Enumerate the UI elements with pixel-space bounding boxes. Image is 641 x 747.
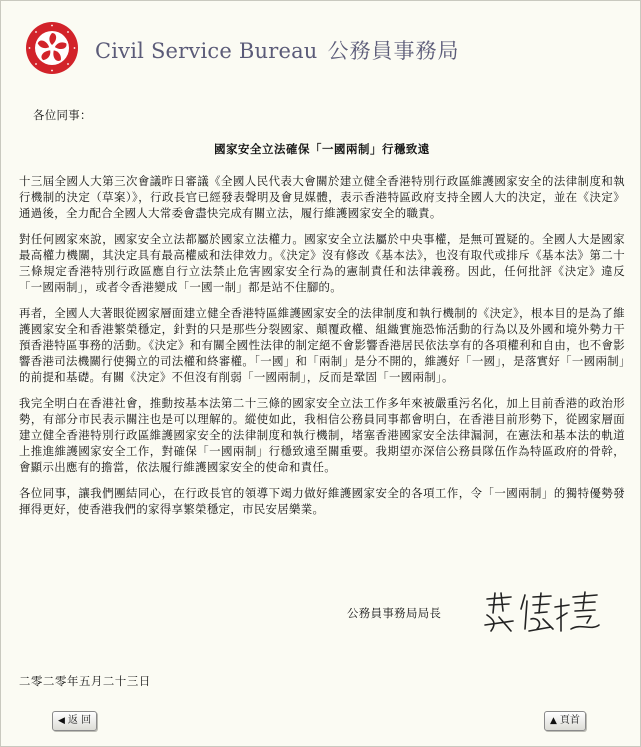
paragraph: 各位同事，讓我們團結同心，在行政長官的領導下竭力做好維護國家安全的各項工作，令「一國兩制」的獨特優勢發揮得更好，使香港我們的家得享繁榮穩定，市民安居樂業。	[19, 486, 625, 516]
bureau-name-en: Civil Service Bureau	[95, 39, 318, 63]
greeting: 各位同事：	[33, 108, 92, 122]
letter-title: 國家安全立法確保「一國兩制」行穩致遠	[214, 142, 430, 156]
up-triangle-icon: ▲	[550, 716, 557, 726]
paragraph: 我完全明白在香港社會，推動按基本法第二十三條的國家安全立法工作多年來被嚴重污名化，加上目前香港的政治形勢，有部分市民表示關注也是可以理解的。縱使如此，我相信公務員同事都會明白，在香港目前形勢下，從國家層面建立健全香港特別行政區維護國家安全的法律制度和執行機制，堵塞香港國家安全法律漏洞，在憲法和基本法的軌道上推進維護國家安全工作，對確保「一國兩制」行穩致遠至關重要。我期望亦深信公務員隊伍作為特區政府的骨幹，會顯示出應有的擔當，依法履行維護國家安全的使命和責任。	[19, 396, 625, 474]
paragraph: 對任何國家來說，國家安全立法都屬於國家立法權力。國家安全立法屬於中央事權，是無可置疑的。全國人大是國家最高權力機關，其決定具有最高權威和法律效力。《決定》沒有修改《基本法》，也沒有取代或排斥《基本法》第二十三條規定香港特別行政區應自行立法禁止危害國家安全行為的憲制責任和法律義務。因此，任何批評《決定》違反「一國兩制」，或者令香港變成「一國一制」都是站不住腳的。	[19, 232, 625, 294]
back-button[interactable]	[52, 711, 97, 731]
letter-body	[19, 107, 625, 527]
letter-date: 二零二零年五月二十三日	[19, 674, 151, 688]
paragraph: 十三屆全國人大第三次會議昨日審議《全國人民代表大會關於建立健全香港特別行政區維護國家安全的法律制度和執行機制的決定（草案）》，行政長官已經發表聲明及會見媒體，表示香港特區政府支持全國人大的決定，並在《決定》通過後，全力配合全國人大常委會盡快完成有關立法，履行維護國家安全的職責。	[19, 174, 625, 220]
top-button-label: 頁首	[559, 715, 580, 726]
hksar-emblem-icon	[25, 21, 79, 75]
top-of-page-button[interactable]	[544, 711, 586, 731]
bureau-name-zh: 公務員事務局	[327, 39, 460, 63]
handwritten-signature	[481, 589, 605, 635]
signature-title: 公務員事務局局長	[347, 606, 442, 620]
paragraph: 再者，全國人大著眼從國家層面建立健全香港特區維護國家安全的法律制度和執行機制的《決定》，根本目的是為了維護國家安全和香港繁榮穩定，針對的只是那些分裂國家、顛覆政權、組織實施恐怖活動的行為以及外國和境外勢力干預香港特區事務的活動。《決定》和有關全國性法律的制定絕不會影響香港居民依法享有的各項權利和自由，也不會影響香港司法機關行使獨立的司法權和終審權。「一國」和「兩制」是分不開的，維護好「一國」，是落實好「一國兩制」的前提和基礎。有關《決定》不但沒有削弱「一國兩制」，反而是鞏固「一國兩制」。	[19, 306, 625, 384]
header	[25, 21, 625, 77]
signature-block	[347, 589, 617, 635]
back-button-label: 返 回	[67, 715, 92, 726]
bureau-name	[95, 35, 460, 65]
left-triangle-icon: ◀	[58, 716, 65, 726]
